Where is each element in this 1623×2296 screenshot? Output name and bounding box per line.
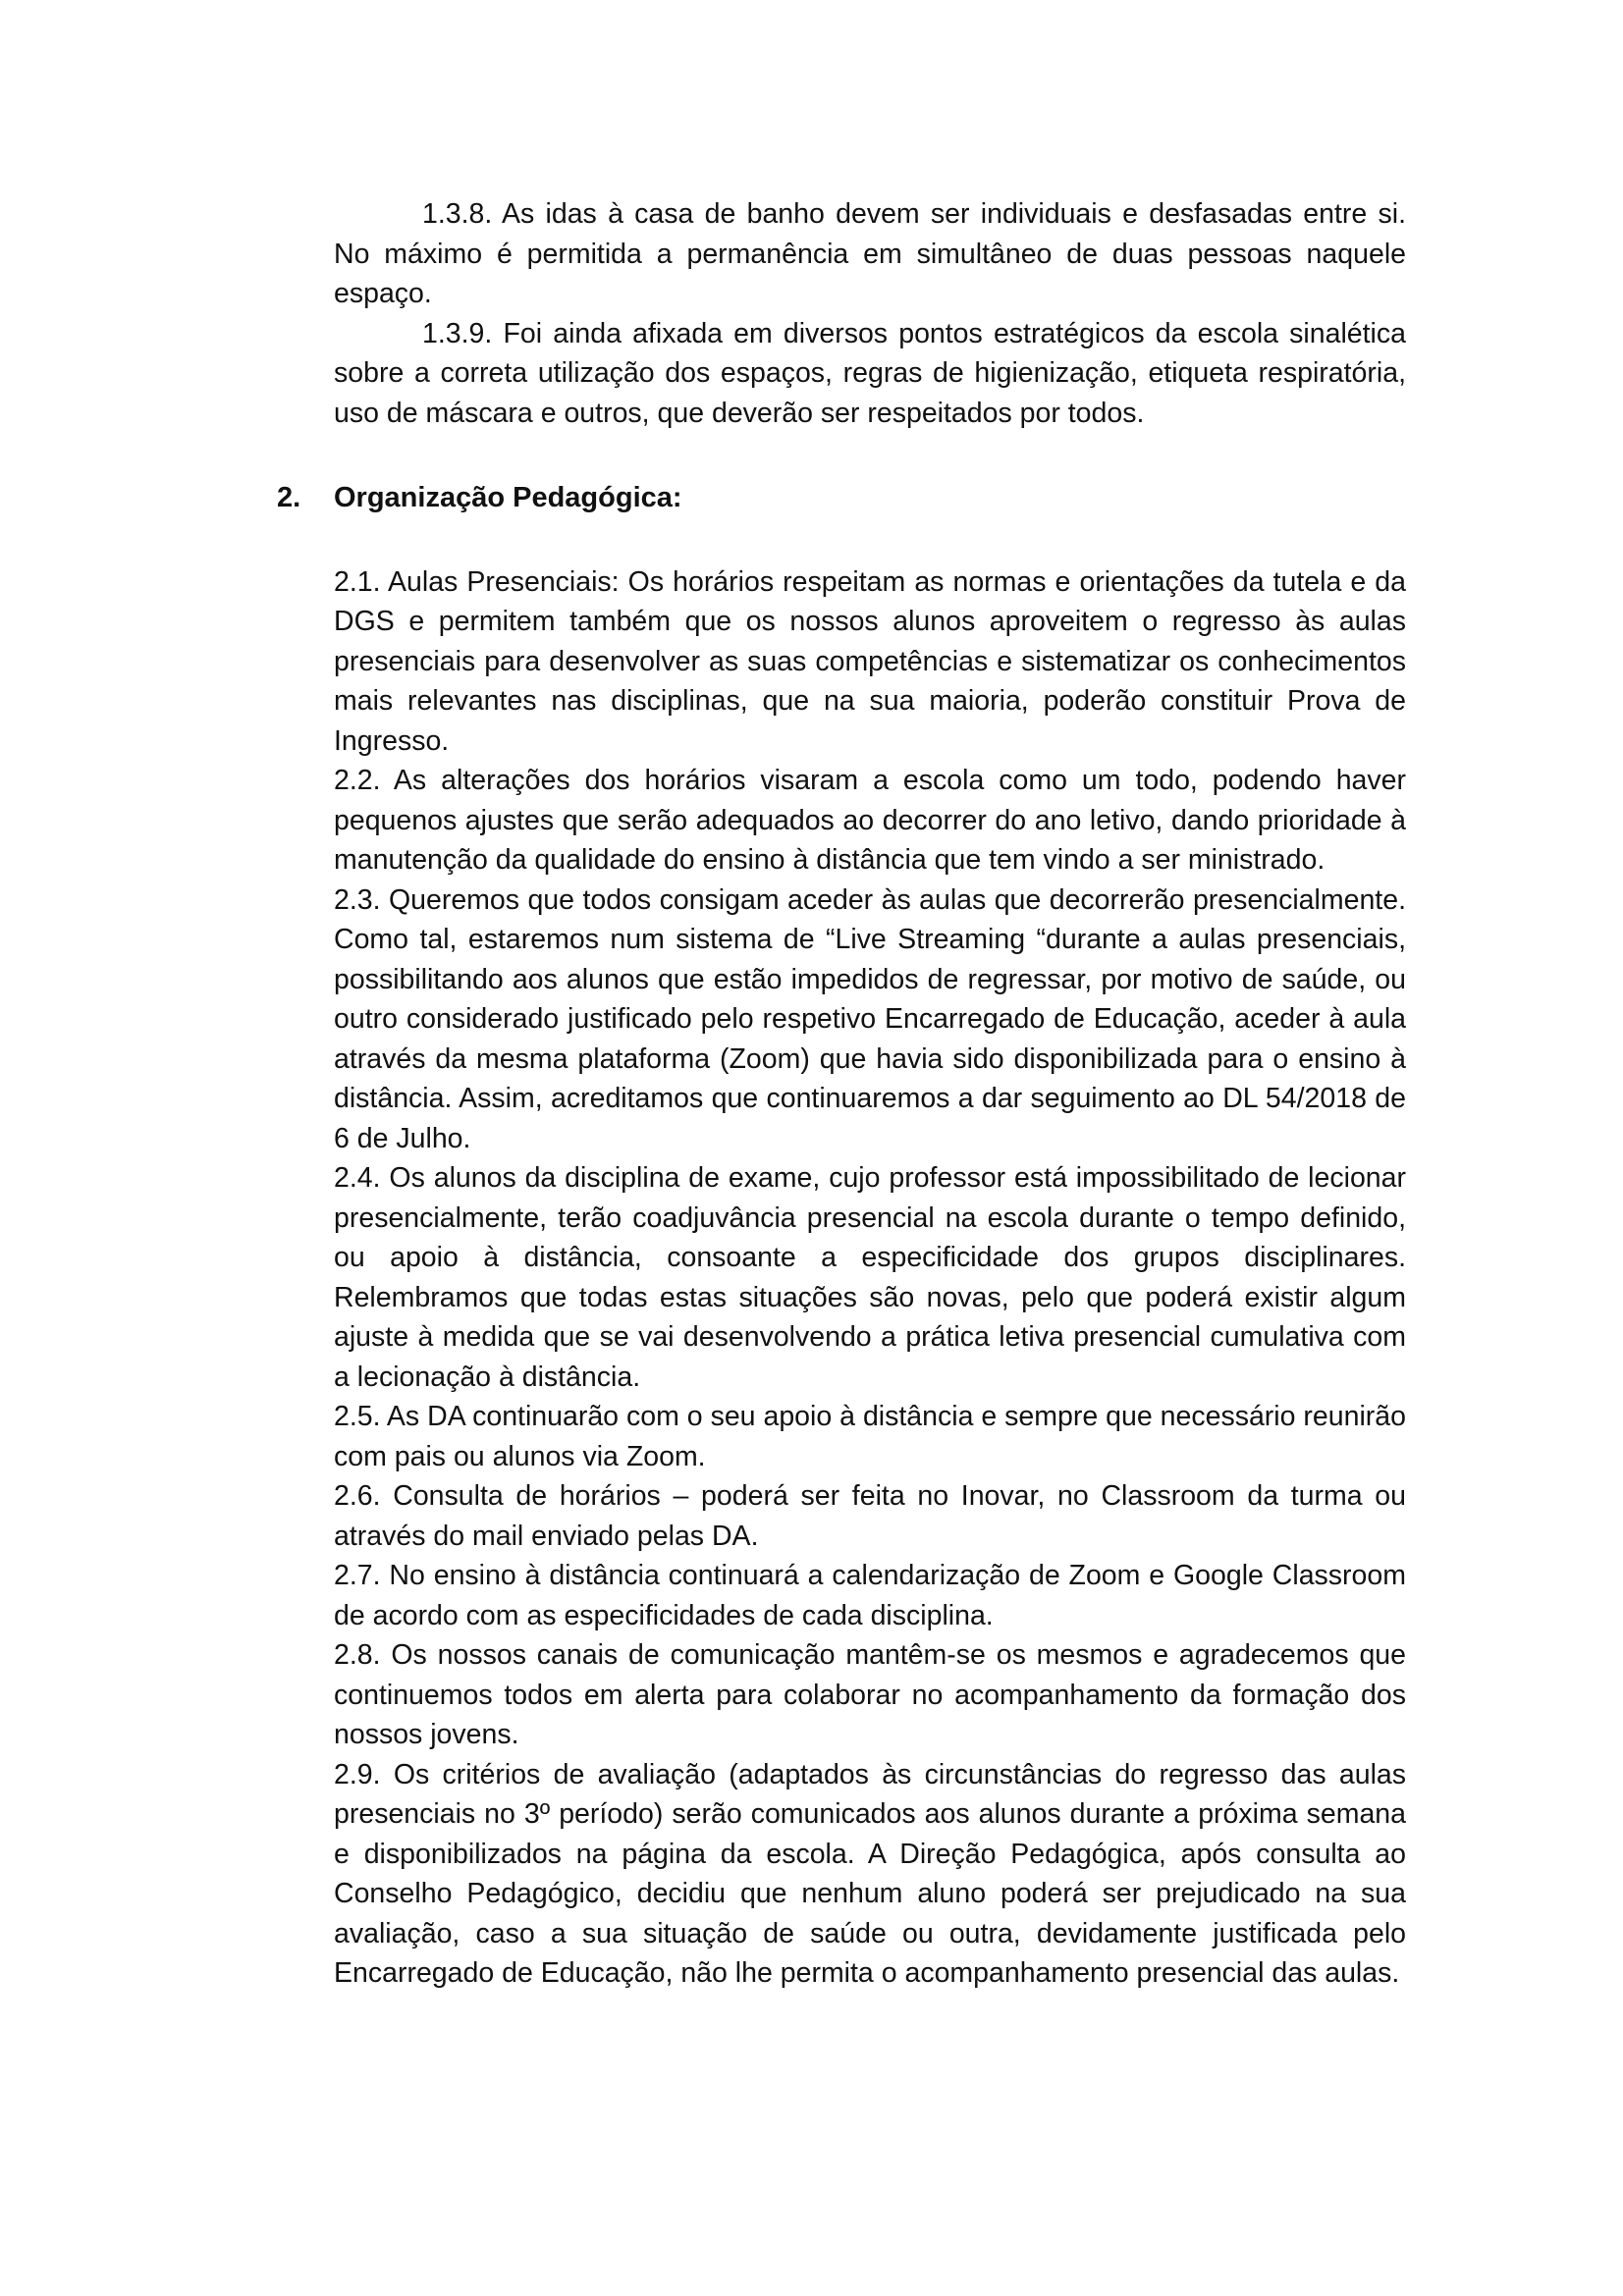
section-title: Organização Pedagógica: [334, 482, 682, 513]
section-heading [277, 478, 1406, 518]
paragraph-1-3-8: 1.3.8. As idas à casa de banho devem ser individuais e desfasadas entre si. No máximo é permitida a permanência em simultâneo de duas pessoas naquele espaço. [334, 198, 1406, 309]
paragraph-2-4: 2.4. Os alunos da disciplina de exame, cujo professor está impossibilitado de lecionar presencialmente, terão coadjuvância presencial na escola durante o tempo definido, ou apoio à distância, consoante a especificidade dos grupos disciplinares. Relembramos que todas estas situações são novas, pelo que poderá existir algum ajuste à medida que se vai desenvolvendo a prática letiva presencial cumulativa com a lecionação à distância. [334, 1162, 1406, 1393]
paragraph-2-5: 2.5. As DA continuarão com o seu apoio à distância e sempre que necessário reunirão com pais ou alunos via Zoom. [334, 1401, 1406, 1472]
paragraph-2-2: 2.2. As alterações dos horários visaram a escola como um todo, podendo haver pequenos ajustes que serão adequados ao decorrer do ano letivo, dando prioridade à manutenção da qualidade do ensino à distância que tem vindo a ser ministrado. [334, 765, 1406, 876]
paragraph-2-7: 2.7. No ensino à distância continuará a calendarização de Zoom e Google Classroom de acordo com as especificidades de cada disciplina. [334, 1560, 1406, 1631]
paragraph-2-1: 2.1. Aulas Presenciais: Os horários respeitam as normas e orientações da tutela e da DGS e permitem também que os nossos alunos aproveitem o regresso às aulas presenciais para desenvolver as suas competências e sistematizar os conhecimentos mais relevantes nas disciplinas, que na sua maioria, poderão constituir Prova de Ingresso. [334, 565, 1406, 757]
document-body [277, 194, 1406, 1994]
section-number: 2. [277, 482, 301, 513]
paragraph-2-8: 2.8. Os nossos canais de comunicação mantêm-se os mesmos e agradecemos que continuemos todos em alerta para colaborar no acompanhamento da formação dos nossos jovens. [334, 1639, 1406, 1750]
paragraph-2-6: 2.6. Consulta de horários – poderá ser feita no Inovar, no Classroom da turma ou através do mail enviado pelas DA. [334, 1480, 1406, 1552]
paragraph-2-3: 2.3. Queremos que todos consigam aceder às aulas que decorrerão presencialmente. Como tal, estaremos num sistema de “Live Streaming “durante a aulas presenciais, possibilitando aos alunos que estão impedidos de regressar, por motivo de saúde, ou outro considerado justificado pelo respetivo Encarregado de Educação, aceder à aula através da mesma plataforma (Zoom) que havia sido disponibilizada para o ensino à distância. Assim, acreditamos que continuaremos a dar seguimento ao DL 54/2018 de 6 de Julho. [334, 883, 1406, 1154]
paragraph-2-9: 2.9. Os critérios de avaliação (adaptados às circunstâncias do regresso das aulas presenciais no 3º período) serão comunicados aos alunos durante a próxima semana e disponibilizados na página da escola. A Direção Pedagógica, após consulta ao Conselho Pedagógico, decidiu que nenhum aluno poderá ser prejudicado na sua avaliação, caso a sua situação de saúde ou outra, devidamente justificada pelo Encarregado de Educação, não lhe permita o acompanhamento presencial das aulas. [334, 1758, 1406, 1989]
paragraph-1-3-9: 1.3.9. Foi ainda afixada em diversos pontos estratégicos da escola sinalética sobre a correta utilização dos espaços, regras de higienização, etiqueta respiratória, uso de máscara e outros, que deverão ser respeitados por todos. [334, 317, 1406, 429]
